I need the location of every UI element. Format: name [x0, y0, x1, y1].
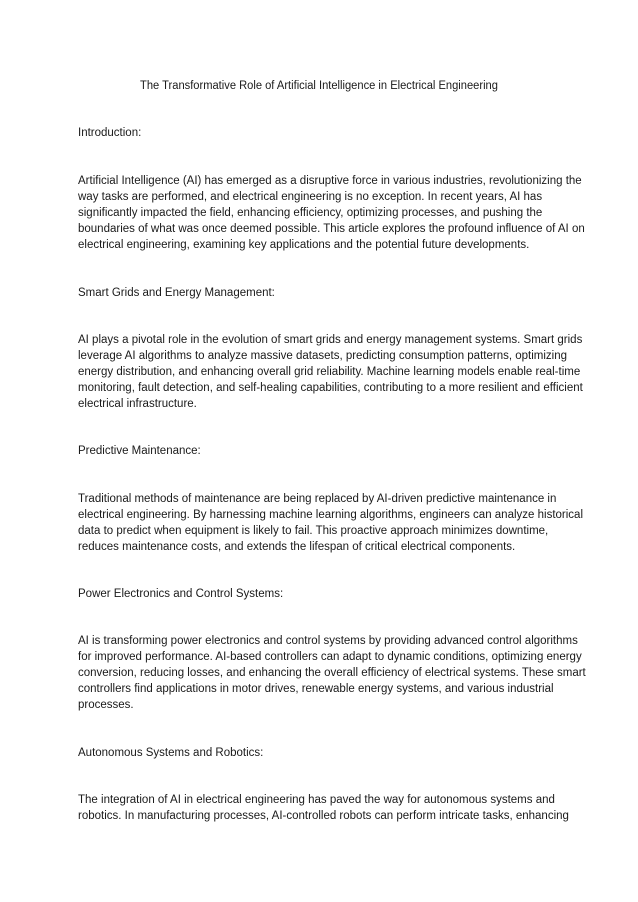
paragraph-line: robotics. In manufacturing processes, AI-controlled robots can perform intricate tasks, enhancing	[78, 810, 569, 822]
section-heading-power-electronics: Power Electronics and Control Systems:	[78, 588, 284, 600]
paragraph-line: monitoring, fault detection, and self-healing capabilities, contributing to a more resilient and efficient	[78, 382, 583, 394]
section-heading-predictive-maintenance: Predictive Maintenance:	[78, 445, 201, 457]
paragraph-line: controllers find applications in motor drives, renewable energy systems, and various industrial	[78, 683, 554, 695]
paragraph-line: Traditional methods of maintenance are being replaced by AI-driven predictive maintenance in	[78, 493, 557, 505]
paragraph-line: electrical engineering. By harnessing machine learning algorithms, engineers can analyze historical	[78, 509, 584, 521]
paragraph-line: way tasks are performed, and electrical engineering is no exception. In recent years, AI has	[78, 191, 543, 203]
paragraph-line: boundaries of what was once deemed possible. This article explores the profound influence of AI on	[78, 223, 585, 235]
document-title: The Transformative Role of Artificial Intelligence in Electrical Engineering	[140, 80, 498, 92]
paragraph-line: AI is transforming power electronics and control systems by providing advanced control algorithms	[78, 635, 578, 647]
paragraph-line: The integration of AI in electrical engineering has paved the way for autonomous systems and	[78, 794, 555, 806]
section-heading-smart-grids: Smart Grids and Energy Management:	[78, 287, 275, 299]
paragraph-line: data to predict when equipment is likely to fail. This proactive approach minimizes downtime,	[78, 525, 549, 537]
section-heading-introduction: Introduction:	[78, 127, 142, 139]
paragraph-line: processes.	[78, 699, 134, 711]
paragraph-line: leverage AI algorithms to analyze massive datasets, predicting consumption patterns, optimizing	[78, 350, 568, 362]
paragraph-line: Artificial Intelligence (AI) has emerged as a disruptive force in various industries, revolutionizing the	[78, 175, 582, 187]
paragraph-line: energy distribution, and enhancing overall grid reliability. Machine learning models enable real-time	[78, 366, 581, 378]
paragraph-line: AI plays a pivotal role in the evolution of smart grids and energy management systems. Smart grids	[78, 334, 583, 346]
paragraph-line: reduces maintenance costs, and extends the lifespan of critical electrical components.	[78, 541, 516, 553]
paragraph-line: for improved performance. AI-based controllers can adapt to dynamic conditions, optimizing energy	[78, 651, 582, 663]
paragraph-line: electrical infrastructure.	[78, 398, 197, 410]
paragraph-line: conversion, reducing losses, and enhancing the overall efficiency of electrical systems. These smart	[78, 667, 586, 679]
paragraph-line: electrical engineering, examining key applications and the potential future developments.	[78, 239, 530, 251]
paragraph-line: significantly impacted the field, enhancing efficiency, optimizing processes, and pushing the	[78, 207, 543, 219]
section-heading-autonomous-systems: Autonomous Systems and Robotics:	[78, 747, 264, 759]
